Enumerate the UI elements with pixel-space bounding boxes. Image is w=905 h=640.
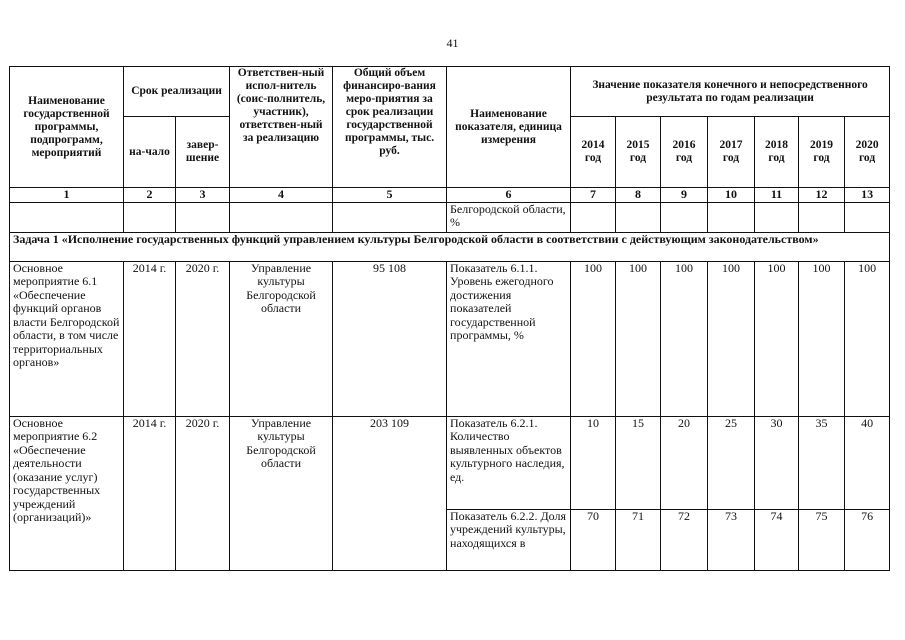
header-row-1 xyxy=(10,67,890,117)
task-row xyxy=(10,232,890,261)
indicator-value: 72 xyxy=(661,509,708,570)
indicator-value: 100 xyxy=(845,261,890,416)
header-year: 2018 год xyxy=(755,117,799,188)
indicator-value: 25 xyxy=(708,416,755,509)
indicator-value: 100 xyxy=(708,261,755,416)
header-volume: Общий объем финансиро-вания меро-приятия за срок реализации государственной программы, тыс. руб. xyxy=(333,67,447,188)
indicator-value: 20 xyxy=(661,416,708,509)
column-number: 3 xyxy=(176,188,230,203)
measure-volume: 95 108 xyxy=(333,261,447,416)
indicator-value: 74 xyxy=(755,509,799,570)
header-period: Срок реализации xyxy=(124,67,230,117)
indicator-value: 70 xyxy=(571,509,616,570)
indicator-value: 30 xyxy=(755,416,799,509)
indicator-value: 35 xyxy=(799,416,845,509)
table-row xyxy=(10,261,890,416)
measure-responsible: Управление культуры Белгородской области xyxy=(230,261,333,416)
header-indicator: Наименование показателя, единица измерения xyxy=(447,67,571,188)
column-number-row xyxy=(10,188,890,203)
table-row xyxy=(10,416,890,509)
indicator-value: 75 xyxy=(799,509,845,570)
header-year: 2020 год xyxy=(845,117,890,188)
header-end: завер-шение xyxy=(176,117,230,188)
column-number: 5 xyxy=(333,188,447,203)
column-number: 6 xyxy=(447,188,571,203)
indicator-value: 76 xyxy=(845,509,890,570)
measure-indicator: Показатель 6.2.1. Количество выявленных объектов культурного наследия, ед. xyxy=(447,416,571,509)
header-name: Наименование государственной программы, подпрограмм, мероприятий xyxy=(10,67,124,188)
page-number: 41 xyxy=(446,36,459,50)
continuation-row xyxy=(10,202,890,232)
measure-volume: 203 109 xyxy=(333,416,447,570)
task-title: Задача 1 «Исполнение государственных функций управлением культуры Белгородской области в соответствии с действующим законодательством» xyxy=(10,232,890,261)
header-year: 2016 год xyxy=(661,117,708,188)
column-number: 13 xyxy=(845,188,890,203)
indicator-value: 100 xyxy=(799,261,845,416)
column-number: 11 xyxy=(755,188,799,203)
header-year: 2019 год xyxy=(799,117,845,188)
column-number: 2 xyxy=(124,188,176,203)
measure-start: 2014 г. xyxy=(124,416,176,570)
header-responsible: Ответствен-ный испол-нитель (соис-полнитель, участник), ответствен-ный за реализацию xyxy=(230,67,333,188)
indicator-value: 73 xyxy=(708,509,755,570)
column-number: 1 xyxy=(10,188,124,203)
header-start: на-чало xyxy=(124,117,176,188)
continuation-indicator: Белгородской области, % xyxy=(447,202,571,232)
indicator-value: 100 xyxy=(616,261,661,416)
measure-indicator: Показатель 6.1.1. Уровень ежегодного достижения показателей государственной программы, % xyxy=(447,261,571,416)
header-year: 2017 год xyxy=(708,117,755,188)
measure-name: Основное мероприятие 6.1 «Обеспечение функций органов власти Белгородской области, в том числе территориальных органов» xyxy=(10,261,124,416)
column-number: 10 xyxy=(708,188,755,203)
indicator-value: 71 xyxy=(616,509,661,570)
measure-indicator: Показатель 6.2.2. Доля учреждений культуры, находящихся в xyxy=(447,509,571,570)
measure-end: 2020 г. xyxy=(176,416,230,570)
column-number: 4 xyxy=(230,188,333,203)
column-number: 8 xyxy=(616,188,661,203)
header-year: 2015 год xyxy=(616,117,661,188)
measure-end: 2020 г. xyxy=(176,261,230,416)
indicators-table xyxy=(9,66,890,571)
indicator-value: 100 xyxy=(571,261,616,416)
indicator-value: 40 xyxy=(845,416,890,509)
indicator-value: 10 xyxy=(571,416,616,509)
header-year: 2014 год xyxy=(571,117,616,188)
measure-responsible: Управление культуры Белгородской области xyxy=(230,416,333,570)
measure-start: 2014 г. xyxy=(124,261,176,416)
column-number: 7 xyxy=(571,188,616,203)
measure-name: Основное мероприятие 6.2 «Обеспечение деятельности (оказание услуг) государственных учреждений (организаций)» xyxy=(10,416,124,570)
column-number: 12 xyxy=(799,188,845,203)
indicator-value: 100 xyxy=(661,261,708,416)
indicator-value: 15 xyxy=(616,416,661,509)
column-number: 9 xyxy=(661,188,708,203)
indicator-value: 100 xyxy=(755,261,799,416)
header-values: Значение показателя конечного и непосредственного результата по годам реализации xyxy=(571,67,890,117)
